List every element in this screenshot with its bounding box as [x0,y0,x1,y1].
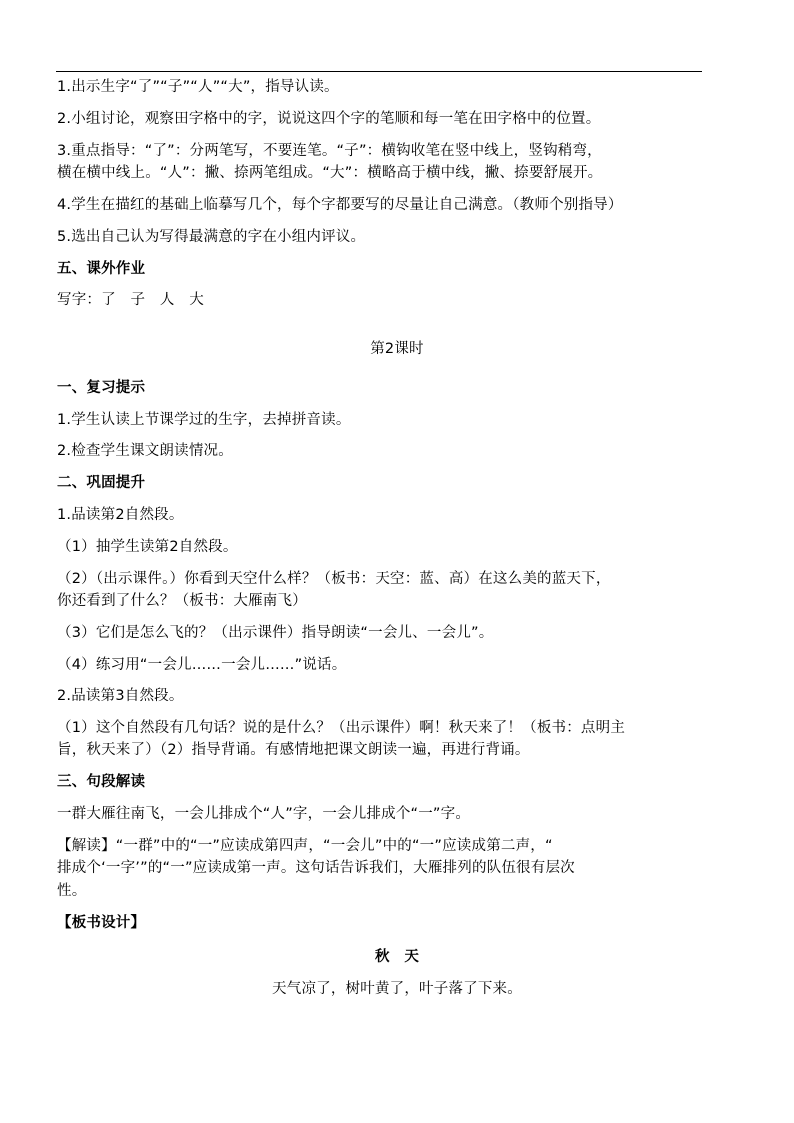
board-line: 天气凉了，树叶黄了，叶子落了下来。 [272,981,522,997]
homework-heading: 五、课外作业 [57,261,146,277]
consolidate-line-7: 2.品读第3自然段。 [57,688,184,704]
consolidate-line-8: （1）这个自然段有几句话？说的是什么？（出示课件）啊！秋天来了！（板书：点明主 [57,720,626,736]
board-heading: 【板书设计】 [57,915,146,931]
analysis-line-2: 排成个‘一字’”的“一”应读成第一声。这句话告诉我们，大雁排列的队伍很有层次 [57,860,575,876]
analysis-line-3: 性。 [57,883,87,899]
lesson1-item-2: 2.小组讨论，观察田字格中的字，说说这四个字的笔顺和每一笔在田字格中的位置。 [57,111,601,127]
lesson1-item-3: 3.重点指导：“了”：分两笔写，不要连笔。“子”：横钩收笔在竖中线上，竖钩稍弯， [57,143,602,159]
consolidate-line-4: 你还看到了什么？（板书：大雁南飞） [57,593,307,609]
consolidate-line-1: 1.品读第2自然段。 [57,507,184,523]
lesson2-title: 第2课时 [370,341,424,357]
analysis-sentence: 一群大雁往南飞，一会儿排成个“人”字，一会儿排成个“一”字。 [57,806,471,822]
homework-text: 写字：了 子 人 大 [57,292,204,308]
lesson1-item-5: 5.选出自己认为写得最满意的字在小组内评议。 [57,229,366,245]
header-rule [56,71,702,72]
lesson1-item-3-cont: 横在横中线上。“人”：撇、捺两笔组成。“大”：横略高于横中线，撇、捺要舒展开。 [57,165,603,181]
consolidate-line-6: （4）练习用“一会儿……一会儿……”说话。 [57,657,347,673]
consolidate-line-2: （1）抽学生读第2自然段。 [57,539,238,555]
consolidate-heading: 二、巩固提升 [57,475,146,491]
lesson1-item-1: 1.出示生字“了”“子”“人”“大”，指导认读。 [57,79,339,95]
consolidate-line-9: 旨，秋天来了）（2）指导背诵。有感情地把课文朗读一遍，再进行背诵。 [57,742,530,758]
review-item-2: 2.检查学生课文朗读情况。 [57,443,233,459]
review-heading: 一、复习提示 [57,380,146,396]
analysis-heading: 三、句段解读 [57,774,146,790]
consolidate-line-5: （3）它们是怎么飞的？（出示课件）指导朗读“一会儿、一会儿”。 [57,625,494,641]
consolidate-line-3: （2）（出示课件。）你看到天空什么样？（板书：天空：蓝、高）在这么美的蓝天下， [57,571,611,587]
board-title: 秋 天 [374,949,420,965]
review-item-1: 1.学生认读上节课学过的生字，去掉拼音读。 [57,412,351,428]
analysis-line-1: 【解读】“一群”中的“一”应读成第四声，“一会儿”中的“一”应读成第二声，“ [57,838,553,854]
lesson1-item-4: 4.学生在描红的基础上临摹写几个，每个字都要写的尽量让自己满意。（教师个别指导） [57,197,623,213]
